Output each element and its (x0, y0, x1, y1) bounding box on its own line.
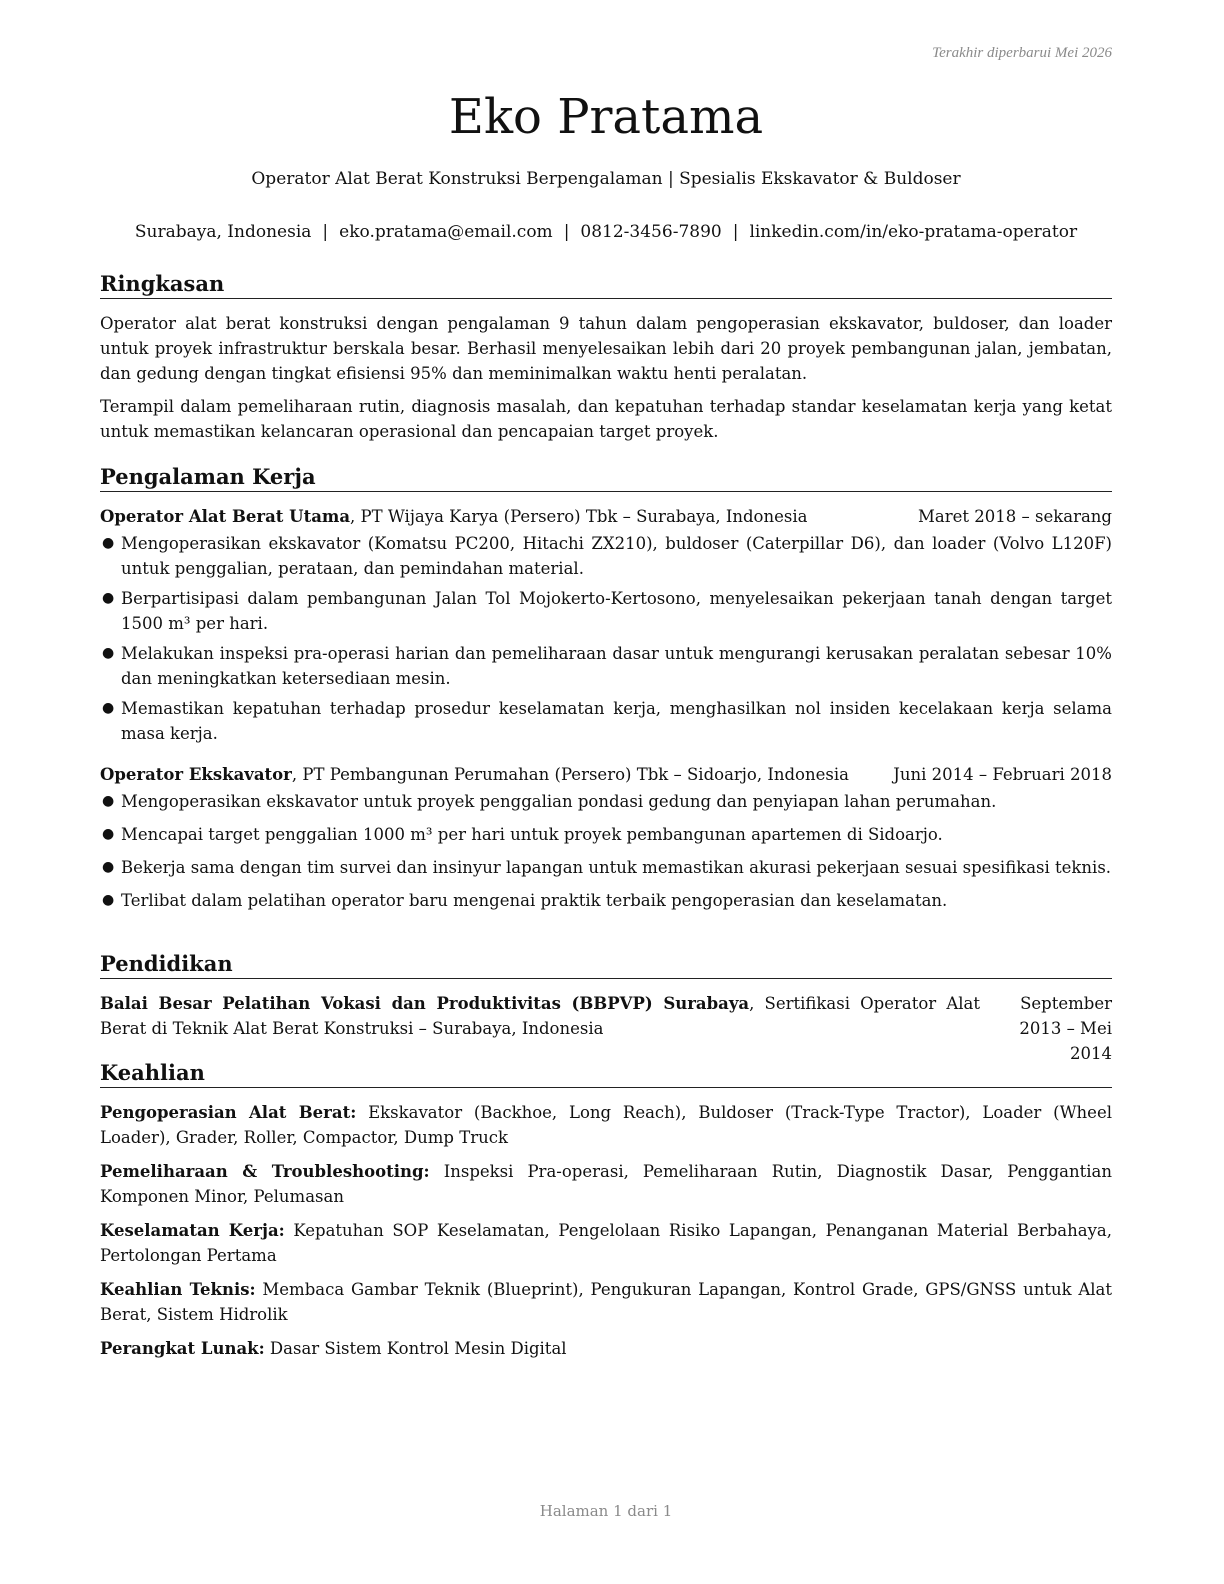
skill-item (100, 1100, 1112, 1150)
bullet-icon: ● (102, 535, 115, 551)
summary-section (100, 270, 1112, 444)
list-item (100, 855, 1112, 880)
contact-line (100, 220, 1112, 244)
contact-separator: | (322, 222, 329, 242)
skill-text: Ekskavator (Backhoe, Long Reach), Buldoser (Track-Type Tractor), Loader (Wheel Loader), Grader, Roller, Compactor, Dump Truck (100, 1103, 1112, 1147)
skill-text: Membaca Gambar Teknik (Blueprint), Pengukuran Lapangan, Kontrol Grade, GPS/GNSS untuk Alat Berat, Sistem Hidrolik (100, 1280, 1113, 1324)
skill-label: Perangkat Lunak: (100, 1339, 265, 1358)
contact-linkedin[interactable]: linkedin.com/in/eko-pratama-operator (749, 222, 1078, 242)
skill-item (100, 1336, 1112, 1361)
experience-heading: Pengalaman Kerja (100, 463, 1112, 492)
skill-text: Kepatuhan SOP Keselamatan, Pengelolaan Risiko Lapangan, Penanganan Material Berbahaya, Pertolongan Pertama (100, 1221, 1112, 1265)
job-title: Operator Alat Berat Utama (100, 507, 351, 526)
bullet-text: Bekerja sama dengan tim survei dan insinyur lapangan untuk memastikan akurasi pekerjaan sesuai spesifikasi teknis. (121, 858, 1112, 877)
list-item (100, 789, 1112, 814)
experience-section (100, 463, 1112, 918)
skill-label: Keselamatan Kerja: (100, 1221, 285, 1240)
skill-text: Inspeksi Pra-operasi, Pemeliharaan Rutin, Diagnostik Dasar, Penggantian Komponen Minor, Pelumasan (100, 1162, 1112, 1206)
job-header (100, 504, 1112, 529)
job-bullets (100, 789, 1112, 913)
education-description (100, 991, 980, 1066)
skill-item (100, 1218, 1112, 1268)
skill-text: Dasar Sistem Kontrol Mesin Digital (264, 1339, 567, 1358)
list-item (100, 822, 1112, 847)
contact-phone[interactable]: 0812-3456-7890 (580, 222, 722, 242)
list-item (100, 586, 1112, 636)
contact-location: Surabaya, Indonesia (134, 222, 312, 242)
list-item (100, 888, 1112, 913)
job-bullets (100, 531, 1112, 746)
bullet-icon: ● (102, 645, 115, 661)
bullet-text: Mencapai target penggalian 1000 m³ per hari untuk proyek pembangunan apartemen di Sidoarjo. (121, 825, 943, 844)
skills-section (100, 1059, 1112, 1361)
bullet-icon: ● (102, 892, 115, 908)
bullet-text: Terlibat dalam pelatihan operator baru mengenai praktik terbaik pengoperasian dan keselamatan. (121, 891, 948, 910)
contact-separator: | (732, 222, 739, 242)
bullet-icon: ● (102, 700, 115, 716)
education-detail: , Sertifikasi Operator Alat Berat di Teknik Alat Berat Konstruksi – Surabaya, Indonesia (100, 994, 981, 1038)
education-heading: Pendidikan (100, 950, 1112, 979)
bullet-icon: ● (102, 826, 115, 842)
contact-email[interactable]: eko.pratama@email.com (339, 222, 553, 242)
bullet-text: Memastikan kepatuhan terhadap prosedur keselamatan kerja, menghasilkan nol insiden kecelakaan kerja selama masa kerja. (121, 699, 1112, 743)
job-dates: Maret 2018 – sekarang (918, 507, 1112, 526)
skills-heading: Keahlian (100, 1059, 1112, 1088)
skill-item (100, 1159, 1112, 1209)
summary-heading: Ringkasan (100, 270, 1112, 299)
education-institution: Balai Besar Pelatihan Vokasi dan Produktivitas (BBPVP) Surabaya (100, 994, 750, 1013)
bullet-icon: ● (102, 859, 115, 875)
skill-item (100, 1277, 1112, 1327)
summary-paragraph: Terampil dalam pemeliharaan rutin, diagnosis masalah, dan kepatuhan terhadap standar keselamatan kerja yang ketat untuk memastikan kelancaran operasional dan pencapaian target proyek. (100, 397, 1112, 441)
job-dates: Juni 2014 – Februari 2018 (893, 765, 1112, 784)
job-entry (100, 762, 1112, 913)
skill-label: Keahlian Teknis: (100, 1280, 256, 1299)
page-number-footer: Halaman 1 dari 1 (539, 1502, 673, 1520)
education-section (100, 950, 1112, 1066)
job-organization: , PT Pembangunan Perumahan (Persero) Tbk – Sidoarjo, Indonesia (291, 765, 849, 784)
bullet-text: Melakukan inspeksi pra-operasi harian dan pemeliharaan dasar untuk mengurangi kerusakan peralatan sebesar 10% dan meningkatkan ketersediaan mesin. (121, 644, 1112, 688)
job-title: Operator Ekskavator (100, 765, 292, 784)
last-updated-note: Terakhir diperbarui Mei 2026 (932, 45, 1112, 61)
resume-tagline: Operator Alat Berat Konstruksi Berpengalaman | Spesialis Ekskavator & Buldoser (251, 169, 961, 189)
bullet-icon: ● (102, 590, 115, 606)
education-entry (100, 991, 1112, 1066)
job-title-line (100, 504, 807, 529)
resume-name: Eko Pratama (448, 89, 764, 145)
job-title-line (100, 762, 849, 787)
bullet-text: Berpartisipasi dalam pembangunan Jalan Tol Mojokerto-Kertosono, menyelesaikan pekerjaan tanah dengan target 1500 m³ per hari. (121, 589, 1112, 633)
skill-label: Pengoperasian Alat Berat: (100, 1103, 357, 1122)
list-item (100, 641, 1112, 691)
skill-label: Pemeliharaan & Troubleshooting: (100, 1162, 430, 1181)
list-item (100, 696, 1112, 746)
bullet-icon: ● (102, 793, 115, 809)
job-header (100, 762, 1112, 787)
summary-paragraph: Operator alat berat konstruksi dengan pengalaman 9 tahun dalam pengoperasian ekskavator, buldoser, dan loader untuk proyek infrastruktur berskala besar. Berhasil menyelesaikan lebih dari 20 proyek pembangunan jalan, jembatan, dan gedung dengan tingkat efisiensi 95% dan meminimalkan waktu henti peralatan. (100, 314, 1112, 383)
resume-page (100, 0, 1112, 1584)
education-dates: September 2013 – Mei 2014 (1019, 994, 1112, 1063)
bullet-text: Mengoperasikan ekskavator untuk proyek penggalian pondasi gedung dan penyiapan lahan perumahan. (121, 792, 997, 811)
job-organization: , PT Wijaya Karya (Persero) Tbk – Surabaya, Indonesia (350, 507, 808, 526)
contact-separator: | (563, 222, 570, 242)
job-entry (100, 504, 1112, 746)
list-item (100, 531, 1112, 581)
bullet-text: Mengoperasikan ekskavator (Komatsu PC200, Hitachi ZX210), buldoser (Caterpillar D6), dan loader (Volvo L120F) untuk penggalian, perataan, dan pemindahan material. (121, 534, 1112, 578)
